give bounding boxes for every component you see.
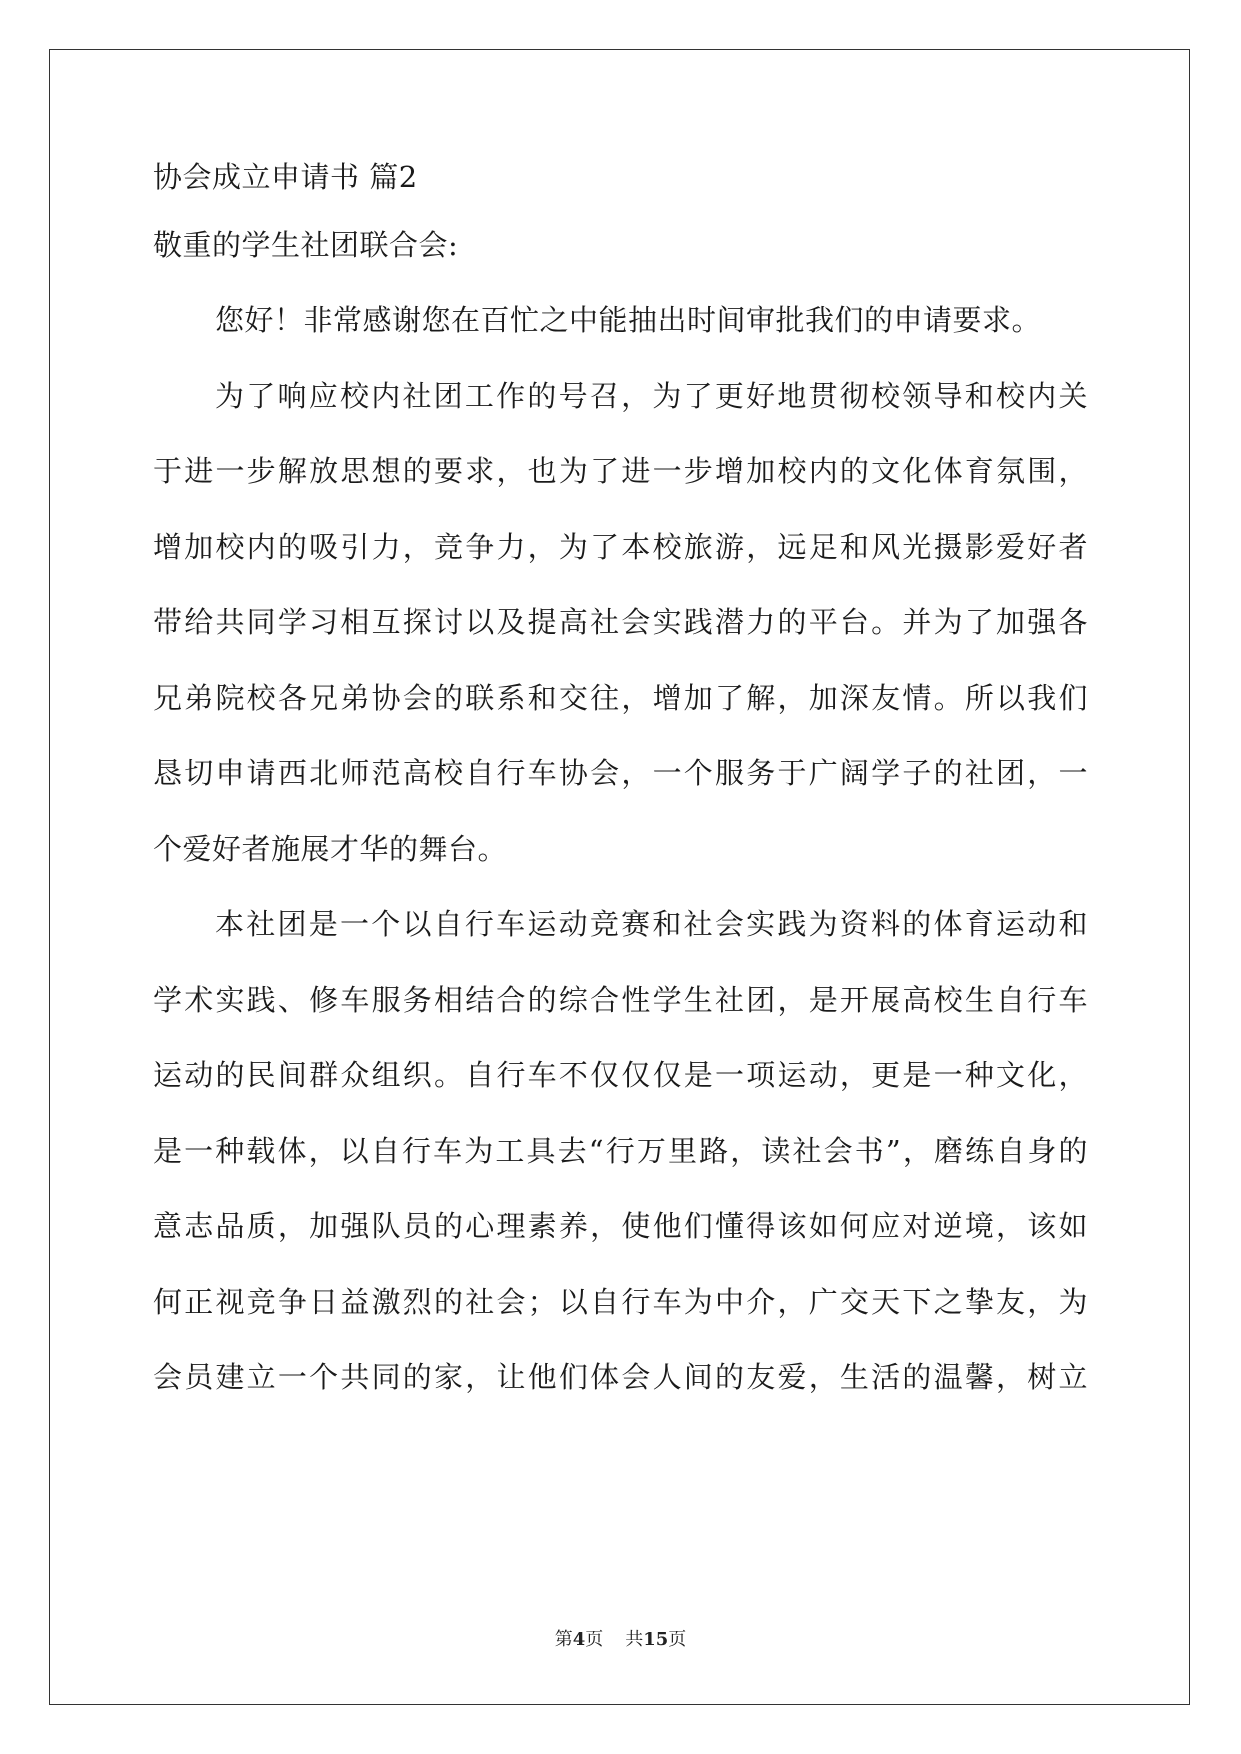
page-suffix: 页 <box>585 1629 604 1650</box>
total-pages: 15 <box>643 1629 669 1650</box>
paragraph-line: 于进一步解放思想的要求，也为了进一步增加校内的文化体育氛围， <box>153 454 1088 488</box>
page-footer <box>0 1625 1241 1651</box>
salutation: 敬重的学生社团联合会: <box>153 228 459 262</box>
paragraph-line: 学术实践、修车服务相结合的综合性学生社团，是开展高校生自行车 <box>153 983 1088 1017</box>
paragraph-line: 何正视竞争日益激烈的社会；以自行车为中介，广交天下之挚友，为 <box>153 1285 1088 1319</box>
total-suffix: 页 <box>668 1629 687 1650</box>
paragraph-line: 为了响应校内社团工作的号召，为了更好地贯彻校领导和校内关 <box>215 379 1088 413</box>
paragraph-line: 兄弟院校各兄弟协会的联系和交往，增加了解，加深友情。所以我们 <box>153 681 1088 715</box>
paragraph-line: 增加校内的吸引力，竞争力，为了本校旅游，远足和风光摄影爱好者 <box>153 530 1088 564</box>
page-border <box>49 49 1190 1705</box>
document-title: 协会成立申请书 篇2 <box>153 160 418 194</box>
paragraph-line: 恳切申请西北师范高校自行车协会，一个服务于广阔学子的社团，一 <box>153 756 1088 790</box>
paragraph-line: 会员建立一个共同的家，让他们体会人间的友爱，生活的温馨，树立 <box>153 1360 1088 1394</box>
page-number: 4 <box>572 1629 586 1650</box>
paragraph-line: 是一种载体，以自行车为工具去“行万里路，读社会书”，磨练自身的 <box>153 1134 1088 1168</box>
paragraph-line: 个爱好者施展才华的舞台。 <box>153 832 508 866</box>
paragraph-line: 带给共同学习相互探讨以及提高社会实践潜力的平台。并为了加强各 <box>153 605 1088 639</box>
total-prefix: 共 <box>625 1629 644 1650</box>
paragraph-line: 运动的民间群众组织。自行车不仅仅仅是一项运动，更是一种文化， <box>153 1058 1088 1092</box>
page-prefix: 第 <box>554 1629 573 1650</box>
paragraph-line: 您好！非常感谢您在百忙之中能抽出时间审批我们的申请要求。 <box>215 303 1042 337</box>
paragraph-line: 本社团是一个以自行车运动竞赛和社会实践为资料的体育运动和 <box>215 907 1088 941</box>
paragraph-line: 意志品质，加强队员的心理素养，使他们懂得该如何应对逆境，该如 <box>153 1209 1088 1243</box>
